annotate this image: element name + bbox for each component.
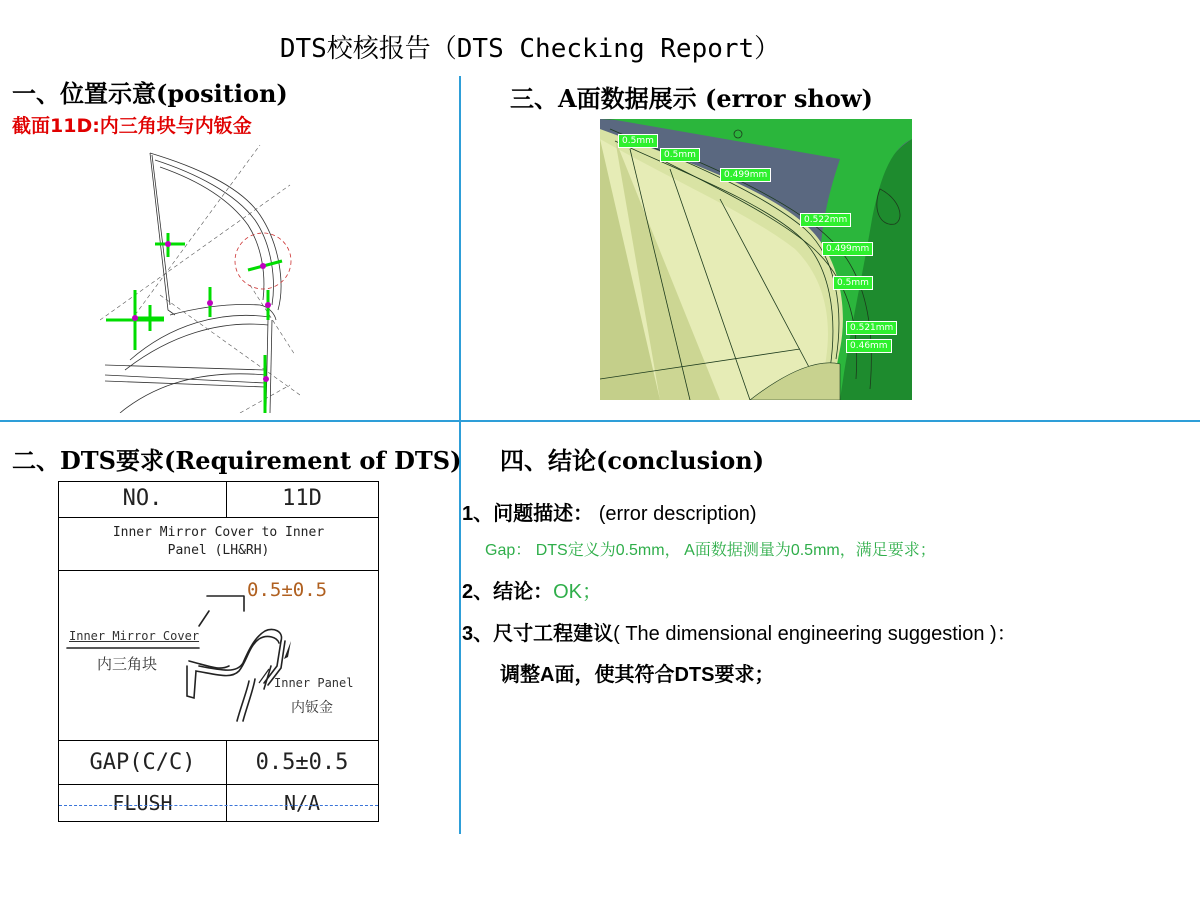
section-sketch [59,571,377,739]
conclusion-heading: 四、结论(conclusion) [500,446,765,475]
section-sketch-row [59,571,378,741]
measurement-tag: 0.522mm [800,213,851,227]
conclusion-item-3 [462,617,1017,646]
flush-value: N/A [283,791,321,815]
position-subtitle: 截面11D:内三角块与内钣金 [12,115,252,137]
gap-value: 0.5±0.5 [255,750,349,775]
page-title: DTS校核报告（DTS Checking Report） [279,34,781,64]
error-description-label: 1、问题描述： [462,503,594,525]
conclusion-label: 2、结论： [462,581,554,603]
error-show-cad-image [600,119,912,400]
table-row [59,518,378,571]
table-row [59,785,378,821]
requirement-heading: 二、DTS要求(Requirement of DTS) [12,446,462,475]
position-heading: 一、位置示意(position) [12,79,288,108]
measurement-tag: 0.5mm [618,134,658,148]
no-label: NO. [59,482,227,517]
measurement-tag: 0.521mm [846,321,897,335]
inner-panel-cn-label: 内钣金 [291,700,333,716]
suggestion-label-en: ( The dimensional engineering suggestion )： [613,623,1017,645]
dts-requirement-table [58,481,379,822]
measurement-tag: 0.5mm [660,148,700,162]
error-description-en: (error description) [598,503,757,525]
table-row [59,482,378,518]
measurement-tag: 0.499mm [720,168,771,182]
conclusion-result: OK； [553,581,603,603]
horizontal-divider [0,420,1200,422]
table-row [59,741,378,785]
inner-mirror-cover-cn-label: 内三角块 [97,655,158,673]
error-show-heading: 三、A面数据展示 (error show) [510,84,873,113]
dimension-label: 0.5±0.5 [247,579,328,601]
description-cell: Inner Mirror Cover to Inner Panel (LH&RH) [112,525,325,558]
gap-label: GAP(C/C) [59,741,227,784]
flush-label: FLUSH [59,785,227,821]
inner-panel-label: Inner Panel [274,676,354,690]
suggestion-label: 3、尺寸工程建议 [462,623,614,645]
gap-measurement-text: Gap： DTS定义为0.5mm， A面数据测量为0.5mm，满足要求； [485,542,936,559]
inner-mirror-cover-label: Inner Mirror Cover [69,629,200,643]
measurement-tag: 0.46mm [846,339,892,353]
flush-dashed-line [59,805,378,806]
position-section-drawing [100,145,300,413]
no-value: 11D [282,486,322,511]
conclusion-item-2 [462,575,602,604]
suggestion-text: 调整A面，使其符合DTS要求； [500,664,775,686]
measurement-tag: 0.499mm [822,242,873,256]
conclusion-item-1 [462,497,757,526]
measurement-tag: 0.5mm [833,276,873,290]
